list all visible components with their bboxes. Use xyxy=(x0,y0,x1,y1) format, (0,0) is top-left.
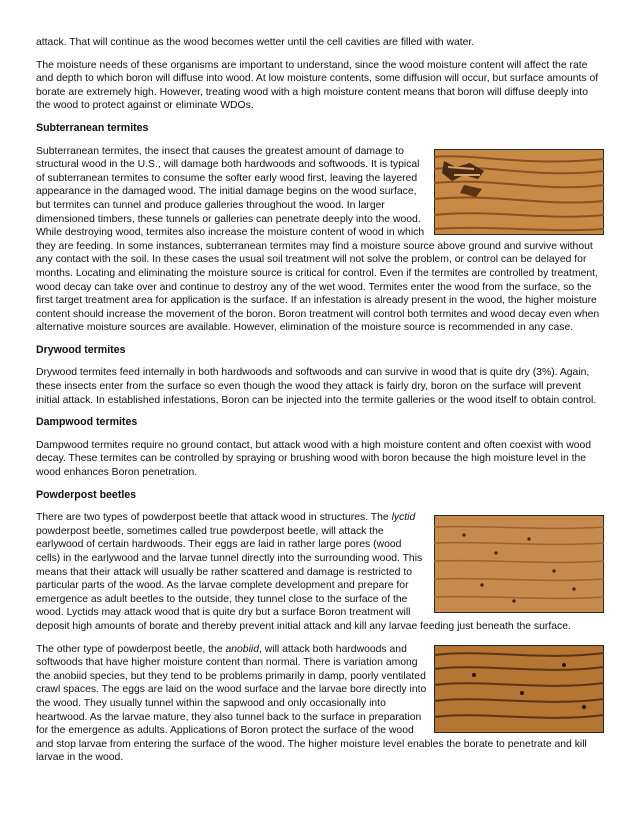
paragraph-subterranean: Subterranean termites, the insect that causes the greatest amount of damage to structural wood in the U.S., will damage both hardwoods and softwoods. It is typical of subterranean termites to consume the softer early wood first, leaving the layered appearance in the damaged wood. The initial damage begins on the wood surface, but termites can tunnel and produce galleries throughout the wood. In larger dimensioned timbers, these tunnels or galleries can penetrate deeply into the wood. While destroying wood, termites also increase the moisture content of wood in which they are feeding. In some instances, subterranean termites may find a moisture source above ground and survive without any contact with the soil. In these cases the usual soil treatment will not solve the problem, or control can be delayed for months. Locating and eliminating the moisture source is critical for control. Even if the termites are controlled by treatment, wood decay can take over and continue to destroy any of the wet wood. Termites enter the wood from the surface, so the first target treatment area for application is the surface. If an infestation is already present in the wood, the higher moisture content should increase the movement of the boron. Boron treatment will control both termites and wood decay even when alternative moisture sources are available. However, elimination of the moisture source is recommended in any case. xyxy=(36,145,600,334)
anobiid-text-after: , will attack both hardwoods and softwoods that have higher moisture content than normal. There is variation among the anobiid species, but they tend to be problems primarily in damp, poorly ventilated crawl spaces. The eggs are laid on the wood surface and the larvae bore directly into the wood. They usually tunnel within the sapwood and only occasionally into heartwood. As the larvae mature, they also tunnel back to the surface in preparation for the emergence as adults. Applications of Boron protect the surface of the wood and stop larvae from entering the surface of the wood. The higher moisture level enables the borate to penetrate and kill larvae in the wood. xyxy=(36,643,587,764)
lyctid-text-after: powderpost beetle, sometimes called true powderpost beetle, will attack the earlywood of certain hardwoods. Their eggs are laid in rather large pores (wood cells) in the earlywood and the larvae tunnel directly into the surrounding wood. This means that their attack will usually be rather scattered and damage is restricted to particular parts of the wood. As the larvae complete development and prepare for emergence as adult beetles to the outside, they tunnel close to the surface of the wood. Lyctids may attack wood that is quite dry but a surface Boron treatment will deposit high amounts of borate and thereby prevent initial attack and kill any larvae feeding just beneath the surface. xyxy=(36,525,571,632)
paragraph-dampwood: Dampwood termites require no ground contact, but attack wood with a high moisture content and often coexist with wood decay. These termites can be controlled by spraying or brushing wood with boron because the high moisture level in the wood enhances Boron penetration. xyxy=(36,439,592,479)
anobiid-term: anobiid xyxy=(225,643,259,655)
lyctid-text-before: There are two types of powderpost beetle that attack wood in structures. The xyxy=(36,512,392,524)
termite-damaged-wood-image xyxy=(434,149,604,235)
heading-powderpost: Powderpost beetles xyxy=(36,488,137,501)
paragraph-intro: attack. That will continue as the wood becomes wetter until the cell cavities are filled with water. xyxy=(36,37,475,48)
heading-dampwood: Dampwood termites xyxy=(36,416,138,429)
paragraph-drywood: Drywood termites feed internally in both hardwoods and softwoods and can survive in wood that is quite dry (3%). Again, these insects enter from the surface so even though the wood they attack is fairly dry, boron on the surface will prevent initial attack. In established infestations, Boron can be injected into the termite galleries or the wood itself to obtain control. xyxy=(36,367,597,406)
lyctid-term: lyctid xyxy=(391,512,416,524)
heading-drywood: Drywood termites xyxy=(36,343,126,356)
heading-subterranean: Subterranean termites xyxy=(36,121,149,134)
anobiid-text-before: The other type of powderpost beetle, the xyxy=(36,643,226,655)
lyctid-damaged-wood-image xyxy=(434,515,604,613)
paragraph-moisture: The moisture needs of these organisms are important to understand, since the wood moisture content will affect the rate and depth to which boron will diffuse into wood. At low moisture contents, some diffusion will occur, but surface amounts of borate are extremely high. However, treating wood with a high moisture content means that boron will diffuse deeply into the wood to protect against or eliminate WDOs. xyxy=(36,59,599,112)
document-page xyxy=(36,36,604,774)
anobiid-damaged-wood-image xyxy=(434,645,604,733)
